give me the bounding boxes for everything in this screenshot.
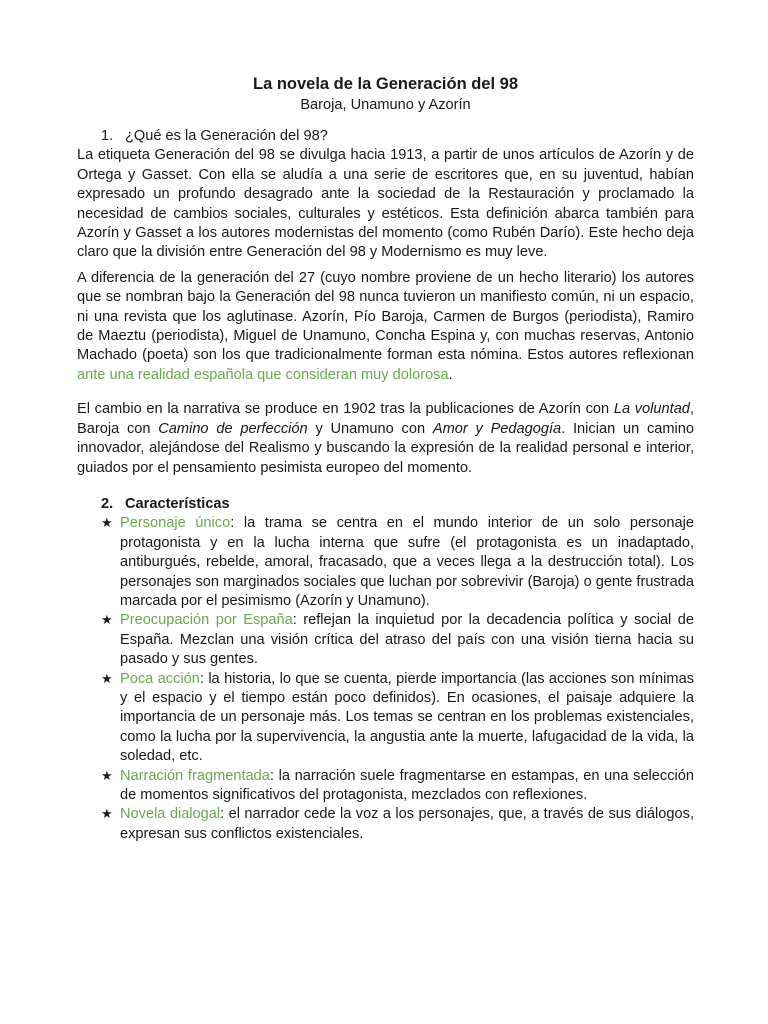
item-text: : la historia, lo que se cuenta, pierde importancia (las acciones son mínimas y el espacio y el tiempo están poco definidos). En ocasiones, el paisaje adquiere la importancia de un personaje más. Los temas se centran en los problemas existenciales, como la lucha por la supervivencia, la angustia ante la muerte, lafugacidad de la vida, la soledad, etc. (120, 670, 694, 765)
list-item-narracion-fragmentada (101, 767, 694, 806)
item-term: Personaje único (120, 515, 231, 532)
paragraph-3-part-c: y Unamuno con (307, 420, 433, 437)
item-text: : la narración suele fragmentarse en estampas, en una selección de momentos significativos del protagonista, mezclados con reflexiones. (120, 767, 694, 803)
paragraph-3-part-d: . Inician un camino innovador, alejándose del Realismo y buscando la expresión de la realidad personal e interior, guiados por el pensamiento pesimista europeo del momento. (77, 420, 694, 476)
item-term: Poca acción (120, 670, 200, 687)
document-title: La novela de la Generación del 98 (252, 75, 519, 93)
section-2-heading (77, 495, 694, 514)
section-1-number: 1. (101, 128, 114, 144)
item-term: Novela dialogal (120, 806, 221, 823)
section-1-paragraph-2 (77, 269, 694, 385)
paragraph-3-part-b: , Baroja con (77, 401, 694, 437)
item-term: Preocupación por España (120, 612, 293, 629)
list-item-novela-dialogal (101, 805, 694, 844)
document-subtitle: Baroja, Unamuno y Azorín (300, 97, 471, 113)
section-2-title: Características (125, 495, 230, 512)
paragraph-2-text: A diferencia de la generación del 27 (cuyo nombre proviene de un hecho literario) los autores que se nombran bajo la Generación del 98 nunca tuvieron un manifiesto común, ni un espacio, ni una revista que los aglutinase. Azorín, Pío Baroja, Carmen de Burgos (periodista), Ramiro de Maeztu (periodista), Miguel de Unamuno, Concha Espina y, con muchas reservas, Antonio Machado (poeta) son los que tradicionalmente forman esta nómina. Estos autores reflexionan (77, 269, 694, 364)
section-1-title: ¿Qué es la Generación del 98? (125, 128, 328, 144)
work-la-voluntad: La voluntad (613, 401, 690, 418)
star-icon: ★ (101, 671, 113, 687)
star-icon: ★ (101, 768, 113, 784)
star-icon: ★ (101, 613, 113, 629)
list-item-personaje-unico (101, 514, 694, 611)
star-icon: ★ (101, 516, 113, 532)
item-text: : la trama se centra en el mundo interior de un solo personaje protagonista y en la lucha interna que sufre (el protagonista es un inadaptado, antiburgués, rebelde, amoral, fracasado, que a veces llega a la destrucción total). Los personajes son marginados sociales que luchan por sobrevivir (Baroja) o gente frustrada marcada por el pesimismo (Azorín y Unamuno). (120, 515, 694, 609)
item-term: Narración fragmentada (120, 767, 270, 784)
star-icon: ★ (101, 807, 113, 823)
work-camino-de-perfeccion: Camino de perfección (158, 420, 308, 437)
section-1-paragraph-3 (77, 400, 694, 478)
characteristics-list (77, 514, 694, 844)
paragraph-2-highlight: ante una realidad española que consideran muy dolorosa (77, 366, 449, 383)
work-amor-y-pedagogia: Amor y Pedagogía (432, 420, 562, 437)
section-1-heading (77, 127, 694, 146)
list-item-poca-accion (101, 670, 694, 767)
section-2-number: 2. (101, 495, 114, 512)
item-text: : reflejan la inquietud por la decadencia política y social de España. Mezclan una visión crítica del atraso del país con una visión tierna hacia su pasado y sus gentes. (120, 612, 694, 668)
item-text: : el narrador cede la voz a los personajes, que, a través de sus diálogos, expresan sus conflictos existenciales. (120, 806, 694, 842)
section-1-paragraph-1: La etiqueta Generación del 98 se divulga hacia 1913, a partir de unos artículos de Azorín y de Ortega y Gasset. Con ella se aludía a una serie de escritores que, en su juventud, habían expresado un profundo desagrado ante la sociedad de la Restauración y proclamado la necesidad de cambios sociales, culturales y estéticos. Esta definición abarca también para Azorín y Gasset a los autores modernistas del momento (como Rubén Darío). Este hecho deja claro que la división entre Generación del 98 y Modernismo es muy leve. (77, 147, 694, 261)
paragraph-3-part-a: El cambio en la narrativa se produce en 1902 tras la publicaciones de Azorín con (77, 401, 614, 418)
list-item-preocupacion-por-espana (101, 611, 694, 669)
paragraph-2-end: . (448, 366, 453, 383)
